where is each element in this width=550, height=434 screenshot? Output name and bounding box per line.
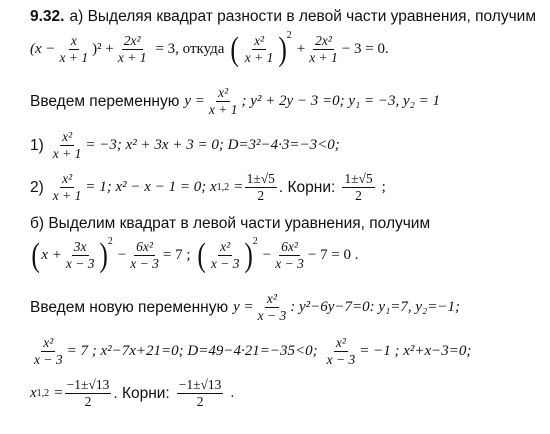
part-a-intro: а) Выделяя квадрат разности в левой части уравнения, получим: [69, 8, 536, 25]
sub2-rest: : y²−6y−7=0: y₁=7, y₂=−1;: [290, 299, 461, 316]
paren-close: ): [278, 30, 288, 68]
sub2-frac-num: x²: [265, 292, 279, 308]
case-3-frac2-den: x − 3: [326, 352, 356, 368]
case-2-line: [30, 172, 386, 203]
eq2-frac-den: x + 1: [244, 50, 274, 66]
case-2-eq: =: [234, 179, 243, 196]
final-roots-line: [30, 378, 234, 409]
b-eq1-frac-num: 3x: [72, 240, 89, 256]
case-2-frac-num: x²: [60, 172, 74, 188]
final-x: x: [30, 385, 37, 402]
b-eq1-fraction-2: [128, 240, 161, 271]
case-2-rest: = 1; x² − x − 1 = 0; x: [85, 179, 217, 196]
part-b-intro: б) Выделим квадрат в левой части уравнения, получим: [30, 215, 431, 232]
b-eq2-square: 2: [252, 236, 258, 248]
final-root: [65, 378, 112, 409]
eq1-fraction: [58, 34, 91, 65]
eq1-mid: )² +: [92, 41, 114, 58]
case-3-mid: = 7 ; x²−7x+21=0; D=49−4·21=−35<0;: [66, 343, 318, 360]
b2-paren-open: (: [196, 236, 206, 274]
sub-rest: ; y² + 2y − 3 =0; y₁ = −3, y₂ = 1: [241, 93, 441, 110]
case-2-sub: 1,2: [216, 182, 230, 194]
part-a-intro-line: [30, 8, 536, 26]
b-eq2-fraction: [209, 240, 242, 271]
sub2-frac-den: x − 3: [257, 308, 287, 324]
b-eq1-fraction: [64, 240, 97, 271]
case-3-fraction: [32, 336, 65, 367]
sub-fraction: [207, 86, 240, 117]
eq2-fraction: [243, 34, 276, 65]
case-1-frac-den: x + 1: [52, 146, 82, 162]
b-eq1-frac2-num: 6x²: [134, 240, 155, 256]
sub2-fraction: [256, 292, 289, 323]
b-eq2-frac-num: x²: [218, 240, 232, 256]
part-b-intro-line: [30, 215, 430, 233]
b-eq1-frac-den: x − 3: [65, 256, 95, 272]
case-1-label: 1): [30, 136, 44, 154]
part-b-equation-line: [30, 236, 359, 274]
b-eq2-frac2-num: 6x²: [279, 240, 300, 256]
eq1-fraction-2: [116, 34, 149, 65]
case-3-rest: = −1 ; x²+x−3=0;: [359, 343, 472, 360]
eq2-frac2-num: 2x²: [313, 34, 334, 50]
eq1-frac-num: x: [69, 34, 79, 50]
case-1-fraction: [51, 130, 84, 161]
case-2-fraction: [51, 172, 84, 203]
b-eq2-frac2-den: x − 3: [275, 256, 304, 272]
case-3-frac-num: x²: [41, 336, 55, 352]
case-2-answer: [342, 172, 374, 203]
case-3-line: [30, 336, 471, 367]
case-3-frac-den: x − 3: [34, 352, 63, 368]
paren-open: (: [230, 30, 240, 68]
final-ans-den: 2: [196, 394, 204, 410]
case-2-answer-label: . Корни:: [278, 178, 336, 196]
final-answer: [177, 378, 224, 409]
final-root-den: 2: [84, 394, 92, 410]
eq1-right: = 3, откуда: [155, 41, 225, 58]
b-eq2-minus: −: [262, 247, 272, 264]
eq2-right: − 3 = 0.: [341, 41, 389, 58]
problem-number: 9.32.: [30, 8, 65, 25]
case-3-fraction-2: [325, 336, 358, 367]
case-1-line: [30, 130, 340, 161]
b-paren-open: (: [31, 236, 40, 274]
substitution-line: [30, 86, 440, 117]
case-2-end: ;: [381, 179, 386, 196]
case-2-label: 2): [30, 178, 44, 196]
b-eq1-frac2-den: x − 3: [130, 256, 159, 272]
sub-frac-den: x + 1: [208, 102, 238, 118]
case-3-frac2-num: x²: [334, 336, 348, 352]
sub2-var: y =: [233, 299, 254, 316]
final-eq: =: [54, 385, 63, 402]
eq2-frac-num: x²: [252, 34, 266, 50]
eq2-fraction-2: [307, 34, 340, 65]
sub-intro: Введем переменную: [30, 92, 180, 110]
b-eq2-frac-den: x − 3: [210, 256, 240, 272]
part-a-equation-line: [30, 30, 389, 68]
b2-paren-close: ): [244, 236, 254, 274]
b-paren-close: ): [99, 236, 109, 274]
final-root-num: −1±√13: [65, 378, 112, 394]
b-eq2-right: − 7 = 0 .: [307, 247, 359, 264]
eq2-square: 2: [286, 30, 292, 42]
sub-var: y =: [184, 93, 205, 110]
case-1-rest: = −3; x² + 3x + 3 = 0; D=3²−4·3=−3<0;: [85, 137, 340, 154]
b-eq1-square: 2: [107, 236, 113, 248]
case-2-root-den: 2: [257, 188, 265, 204]
eq2-plus: +: [296, 41, 306, 58]
b-eq2-fraction-2: [273, 240, 306, 271]
eq2-frac2-den: x + 1: [309, 50, 338, 66]
eq1-frac-den: x + 1: [59, 50, 89, 66]
case-2-ans-num: 1±√5: [342, 172, 374, 188]
sub-frac-num: x²: [216, 86, 230, 102]
substitution-2-line: [30, 292, 460, 323]
case-2-ans-den: 2: [355, 188, 362, 204]
final-ans-num: −1±√13: [177, 378, 224, 394]
eq1-frac2-den: x + 1: [117, 50, 147, 66]
b-eq1-right: = 7 ;: [162, 247, 191, 264]
final-sub: 1,2: [36, 388, 50, 400]
b-eq1-open: x +: [41, 247, 62, 264]
eq1-left: (x −: [30, 41, 56, 58]
case-2-root: [245, 172, 277, 203]
b-eq1-minus: −: [117, 247, 127, 264]
eq1-frac2-num: 2x²: [122, 34, 143, 50]
final-answer-label: . Корни:: [113, 384, 170, 402]
final-end: .: [230, 385, 235, 402]
case-2-frac-den: x + 1: [52, 188, 82, 204]
case-2-root-num: 1±√5: [245, 172, 277, 188]
sub2-intro: Введем новую переменную: [30, 298, 229, 316]
case-1-frac-num: x²: [60, 130, 74, 146]
